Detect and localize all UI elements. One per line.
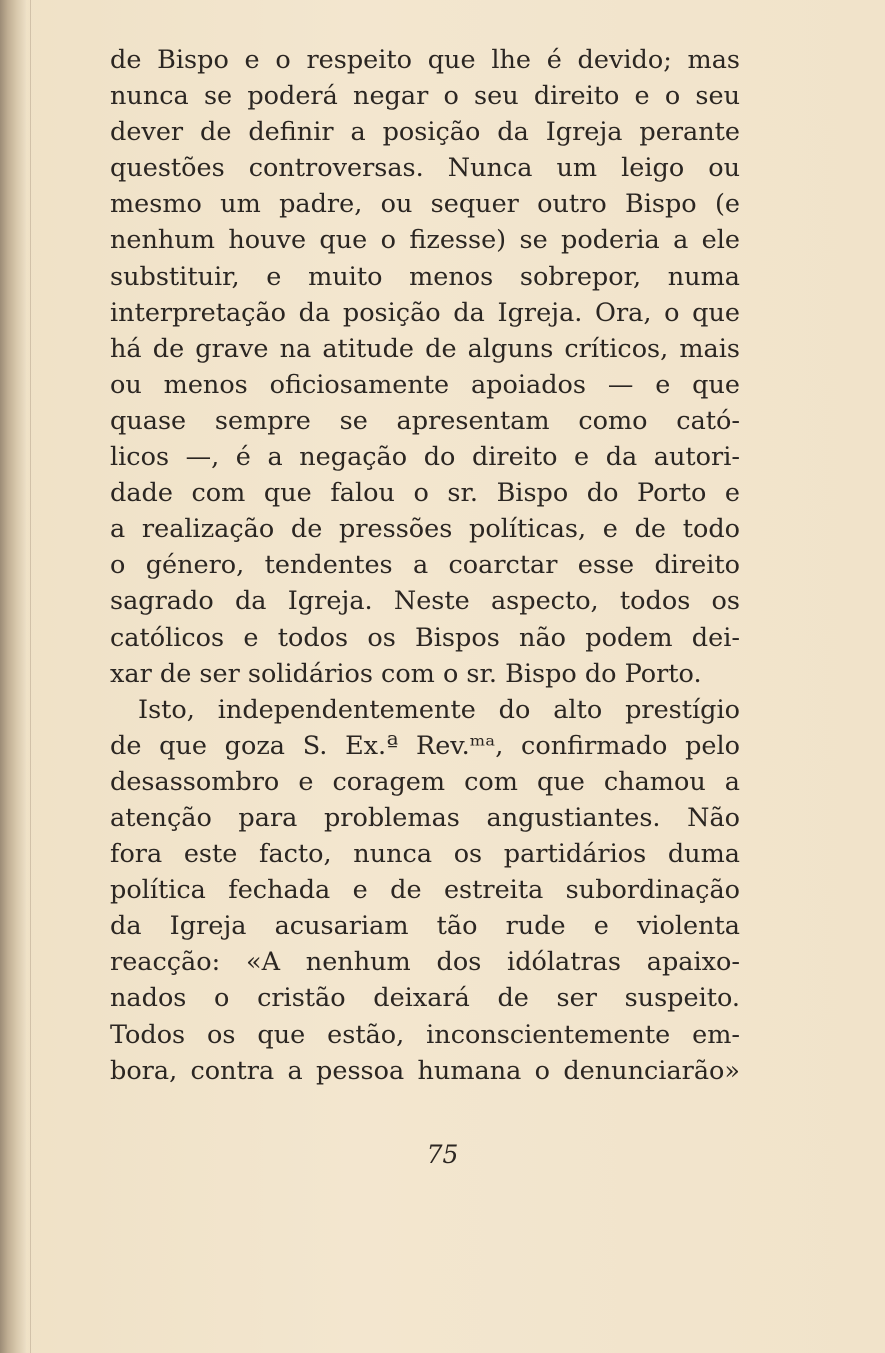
page-number: 75 [426,1140,459,1169]
text-line: interpretação da posição da Igreja. Ora, o que [110,297,740,328]
text-line: Todos os que estão, inconscientemente em- [110,1019,740,1050]
text-line: Isto, independentemente do alto prestígio [138,694,740,725]
text-line: quase sempre se apresentam como cató- [110,405,740,436]
body-text [110,42,740,1089]
text-line: bora, contra a pessoa humana o denunciarão» [110,1055,740,1086]
text-line: dever de definir a posição da Igreja perante [110,117,740,148]
text-line: da Igreja acusariam tão rude e violenta [110,911,740,942]
text-line: política fechada e de estreita subordinação [110,875,740,906]
text-line: o género, tendentes a coarctar esse direito [110,550,740,581]
text-line: nenhum houve que o fizesse) se poderia a ele [110,225,740,256]
text-line: reacção: «A nenhum dos idólatras apaixo- [110,947,740,978]
text-line: licos —, é a negação do direito e da autori- [110,442,740,473]
text-line: desassombro e coragem com que chamou a [110,766,740,797]
text-line: nunca se poderá negar o seu direito e o seu [110,81,740,112]
text-line: questões controversas. Nunca um leigo ou [110,153,740,184]
text-line: nados o cristão deixará de ser suspeito. [110,983,740,1014]
text-line: fora este facto, nunca os partidários duma [110,839,740,870]
text-line: a realização de pressões políticas, e de todo [110,514,740,545]
text-line: substituir, e muito menos sobrepor, numa [110,261,740,292]
text-line: atenção para problemas angustiantes. Não [110,802,740,833]
text-line: xar de ser solidários com o sr. Bispo do Porto. [110,658,702,689]
text-line: de que goza S. Ex.ª Rev.ᵐᵃ, confirmado pelo [110,730,740,761]
text-line: ou menos oficiosamente apoiados — e que [110,369,740,400]
text-line: há de grave na atitude de alguns críticos, mais [110,333,740,364]
text-line: sagrado da Igreja. Neste aspecto, todos os [110,586,740,617]
text-line: de Bispo e o respeito que lhe é devido; mas [110,45,740,75]
text-line: católicos e todos os Bispos não podem dei- [110,622,740,653]
text-line: dade com que falou o sr. Bispo do Porto e [110,478,740,509]
text-line: mesmo um padre, ou sequer outro Bispo (e [110,189,740,220]
